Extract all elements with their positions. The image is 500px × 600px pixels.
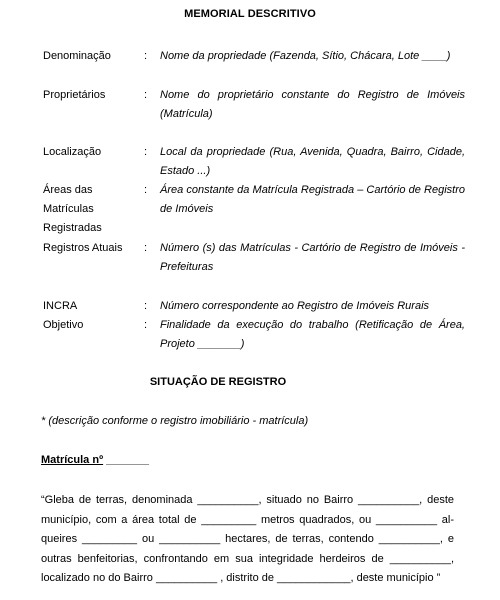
- field-colon: :: [144, 89, 148, 101]
- field-value: Área constante da Matrícula Registrada – Cartório de Registro de Imóveis: [160, 184, 465, 215]
- registry-note: * (descrição conforme o registro imobiliário - matrícula): [41, 415, 309, 427]
- field-label: Denominação: [43, 50, 111, 62]
- description-line: localizado no do Bairro __________ , distrito de ____________, deste município ”: [41, 572, 441, 584]
- field-value: Local da propriedade (Rua, Avenida, Quadra, Bairro, Cidade, Estado ...): [160, 146, 465, 177]
- description-line: queires _________ ou __________ hectares, de terras, contendo __________, e: [41, 533, 454, 545]
- matricula-label: Matrícula nº: [41, 454, 104, 466]
- field-label: Localização: [43, 146, 102, 158]
- field-colon: :: [144, 300, 148, 312]
- field-colon: :: [144, 50, 148, 62]
- field-label: Objetivo: [43, 319, 84, 331]
- field-label: INCRA: [43, 300, 78, 312]
- field-colon: :: [144, 146, 148, 158]
- description-line: município, com a área total de _________ metros quadrados, ou __________ al-: [41, 513, 454, 526]
- matricula-blank: _______: [103, 454, 149, 466]
- field-colon: :: [144, 184, 148, 196]
- field-value: Número correspondente ao Registro de Imóveis Rurais: [160, 300, 430, 312]
- field-colon: :: [144, 319, 148, 331]
- matricula-heading: [41, 454, 149, 466]
- field-label: Proprietários: [43, 89, 106, 101]
- field-value: Finalidade da execução do trabalho (Retificação de Área, Projeto _______): [160, 319, 465, 350]
- section-title: SITUAÇÃO DE REGISTRO: [149, 376, 287, 388]
- registry-description: [41, 491, 454, 589]
- description-line: “Gleba de terras, denominada __________, situado no Bairro __________, deste: [41, 494, 454, 506]
- field-colon: :: [144, 242, 148, 254]
- field-label: Áreas das Matrículas Registradas: [43, 184, 102, 234]
- field-value: Nome do proprietário constante do Registro de Imóveis (Matrícula): [160, 89, 465, 120]
- field-value: Nome da propriedade (Fazenda, Sítio, Chácara, Lote ____): [160, 50, 451, 62]
- field-label: Registros Atuais: [43, 242, 123, 254]
- field-value: Número (s) das Matrículas - Cartório de Registro de Imóveis - Prefeituras: [160, 242, 465, 273]
- description-line: outras benfeitorias, confrontando em sua integridade herdeiros de __________,: [41, 552, 454, 565]
- document-title: MEMORIAL DESCRITIVO: [184, 8, 316, 20]
